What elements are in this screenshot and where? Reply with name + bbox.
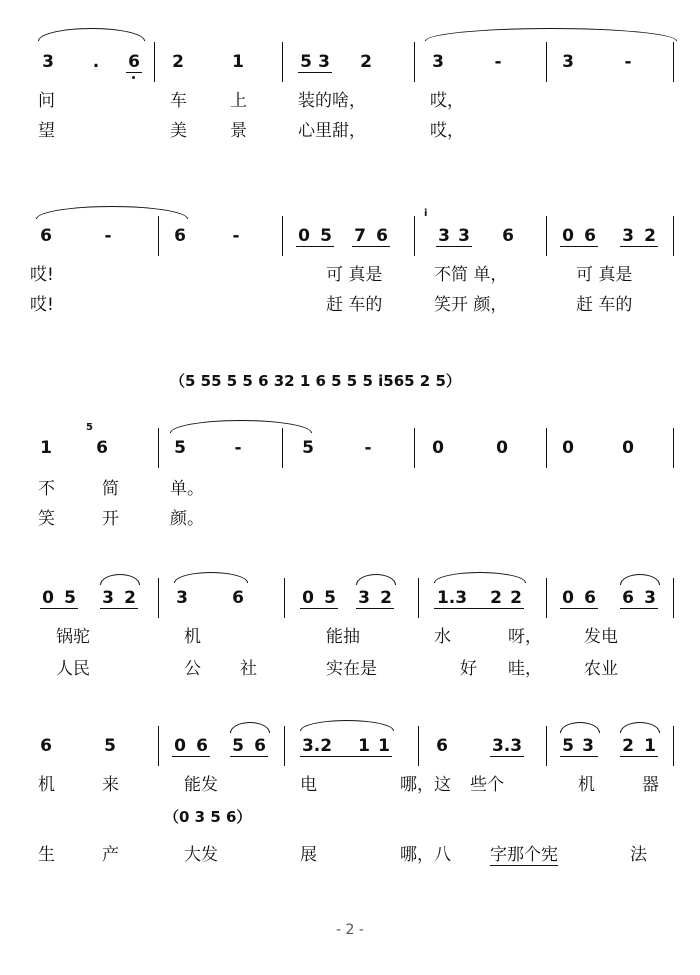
lyric-line-2: 笑 开 颜。 bbox=[38, 509, 204, 529]
notes-row bbox=[30, 42, 690, 82]
note: 2 bbox=[360, 52, 372, 72]
lyric-line-1: 机 来 能发 电 哪，这 些个 机 器 bbox=[38, 775, 659, 795]
note: 1 bbox=[358, 736, 370, 756]
note: . bbox=[92, 52, 100, 72]
note: 3 bbox=[644, 588, 656, 608]
note: 6 bbox=[376, 226, 388, 246]
note: 1 bbox=[378, 736, 390, 756]
note: 3 bbox=[176, 588, 188, 608]
lyric-line-2: 生 产 大发 展 哪，八 字那个宪 法 bbox=[30, 840, 690, 866]
note: 1.3 bbox=[436, 588, 468, 608]
note: 3.3 bbox=[491, 736, 523, 756]
notes-row bbox=[30, 726, 690, 766]
note: 3 bbox=[102, 588, 114, 608]
lyric-line-2: 哎! 赶 车的 笑开 颜， 赶 车的 bbox=[30, 295, 633, 315]
lyric-line-1: 问 车 上 装的啥， 哎， bbox=[38, 91, 464, 111]
note: 5 bbox=[320, 226, 332, 246]
note: 5 bbox=[174, 438, 186, 458]
note: 5 bbox=[104, 736, 116, 756]
lyric-line-2: 人民 公 社 实在是 好 哇， 农业 bbox=[56, 659, 618, 679]
note: - bbox=[364, 438, 372, 458]
note: 2 bbox=[124, 588, 136, 608]
note: - bbox=[494, 52, 502, 72]
notes-row: 1 5 6 5 - 5 - 0 0 0 0 bbox=[30, 428, 690, 468]
note: 0 bbox=[562, 588, 574, 608]
note: 2 bbox=[172, 52, 184, 72]
slur bbox=[425, 28, 677, 41]
note: 2 bbox=[380, 588, 392, 608]
note: 0 bbox=[174, 736, 186, 756]
slur bbox=[170, 420, 312, 433]
lyric-line-1: 不 简 单。 bbox=[38, 479, 204, 499]
note: 3 bbox=[458, 226, 470, 246]
note: 5 bbox=[324, 588, 336, 608]
note: 3 bbox=[358, 588, 370, 608]
lyric-line-2: 望 美 景 心里甜， 哎， bbox=[38, 121, 464, 141]
sub-passage: （0 3 5 6） bbox=[164, 808, 252, 826]
note: 3.2 bbox=[301, 736, 333, 756]
note: - bbox=[624, 52, 632, 72]
notes-row: 6 - 6 - 0 5 7 6 i 3 3 6 0 6 3 2 bbox=[30, 216, 690, 256]
note: 0 bbox=[432, 438, 444, 458]
note: 1 bbox=[644, 736, 656, 756]
note: 3 bbox=[582, 736, 594, 756]
note: 1 bbox=[40, 438, 52, 458]
note: 6 bbox=[96, 438, 108, 458]
lyric-line-1: 锅驼 机 能抽 水 呀， 发电 bbox=[56, 627, 618, 647]
page-number: - 2 - bbox=[336, 922, 364, 938]
note: 5 bbox=[302, 438, 314, 458]
note: 2 bbox=[490, 588, 502, 608]
note: - bbox=[232, 226, 240, 246]
note: 3 bbox=[42, 52, 54, 72]
note: 6 bbox=[436, 736, 448, 756]
note: 6 bbox=[174, 226, 186, 246]
note: 5 bbox=[232, 736, 244, 756]
note: 2 bbox=[622, 736, 634, 756]
note: 6 bbox=[584, 588, 596, 608]
note: 5 bbox=[300, 52, 312, 72]
note: 3 bbox=[318, 52, 330, 72]
intro-passage: （5 55 5 5 6 32 1 6 5 5 5 i565 2 5） bbox=[170, 372, 461, 390]
slur bbox=[38, 28, 145, 41]
note: 0 bbox=[298, 226, 310, 246]
note: 2 bbox=[510, 588, 522, 608]
note: - bbox=[234, 438, 242, 458]
note: 6 bbox=[40, 736, 52, 756]
note: 0 bbox=[562, 438, 574, 458]
note: 3 bbox=[622, 226, 634, 246]
note: 2 bbox=[644, 226, 656, 246]
note: 3 bbox=[432, 52, 444, 72]
note: 5 bbox=[64, 588, 76, 608]
note: 6 bbox=[502, 226, 514, 246]
lyric-line-1: 哎! 可 真是 不简 单， 可 真是 bbox=[30, 265, 633, 285]
note: 0 bbox=[622, 438, 634, 458]
notes-row bbox=[30, 578, 690, 618]
note: 1 bbox=[232, 52, 244, 72]
note: 5 bbox=[562, 736, 574, 756]
note: 6 bbox=[40, 226, 52, 246]
note: - bbox=[104, 226, 112, 246]
note: 6 bbox=[254, 736, 266, 756]
note: 7 bbox=[354, 226, 366, 246]
note: 0 bbox=[302, 588, 314, 608]
note: 0 bbox=[562, 226, 574, 246]
note: 6 bbox=[196, 736, 208, 756]
note: 6 bbox=[128, 52, 140, 72]
note: 0 bbox=[42, 588, 54, 608]
note: 6 bbox=[232, 588, 244, 608]
note: 3 bbox=[438, 226, 450, 246]
note: 6 bbox=[622, 588, 634, 608]
note: 3 bbox=[562, 52, 574, 72]
note: 0 bbox=[496, 438, 508, 458]
note: 6 bbox=[584, 226, 596, 246]
